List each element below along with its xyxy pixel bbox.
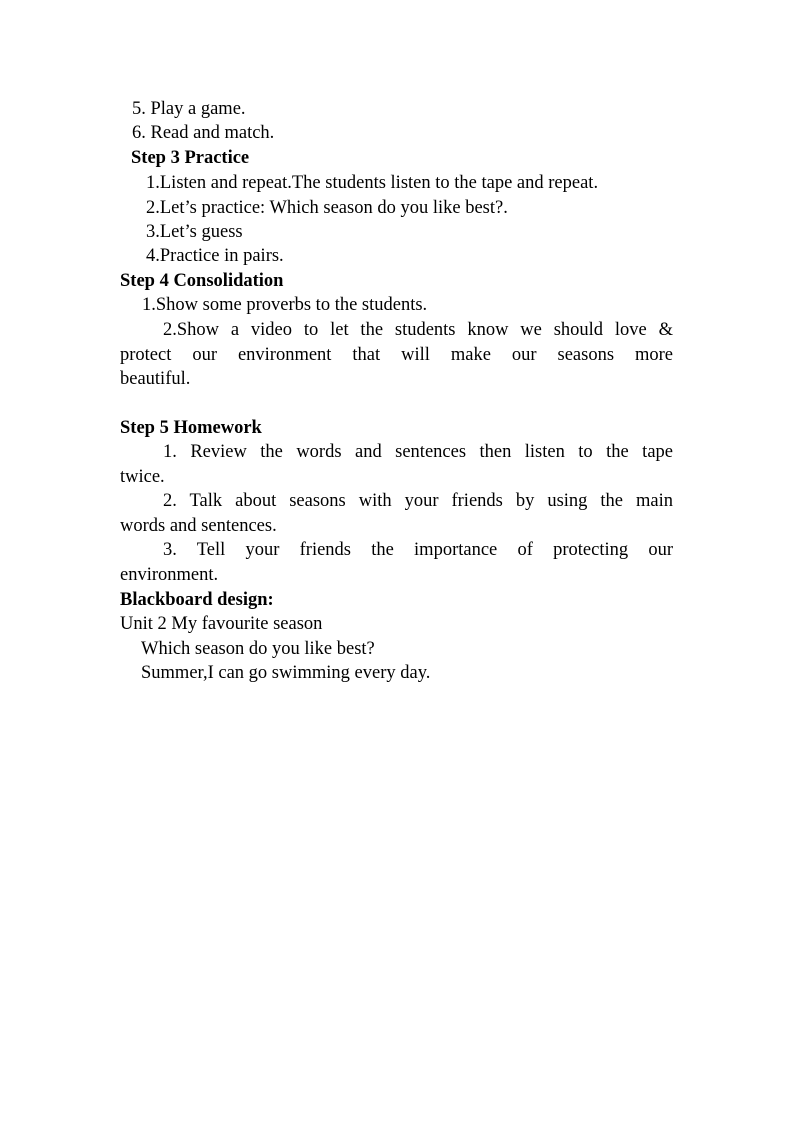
blackboard-question: Which season do you like best? [141,639,375,659]
blackboard-unit-title: Unit 2 My favourite season [120,614,323,634]
blackboard-answer: Summer,I can go swimming every day. [141,663,431,683]
homework-item-talk-line-2: words and sentences. [120,516,277,536]
consolidation-item-video-line-2: protect our environment that will make our seasons more [120,345,673,365]
homework-item-tell-line-1: 3. Tell your friends the importance of protecting our [163,540,673,560]
list-item-read-match: 6. Read and match. [132,123,275,143]
homework-item-review-line-2: twice. [120,467,165,487]
list-item-play-game: 5. Play a game. [132,99,246,119]
consolidation-item-video-line-3: beautiful. [120,369,191,389]
step-3-heading: Step 3 Practice [131,148,250,168]
step-4-heading: Step 4 Consolidation [120,271,284,291]
blackboard-design-heading: Blackboard design: [120,590,274,610]
homework-item-talk-line-1: 2. Talk about seasons with your friends by using the main [163,491,673,511]
step-5-heading: Step 5 Homework [120,418,262,438]
consolidation-item-proverbs: 1.Show some proverbs to the students. [142,295,428,315]
practice-item-lets-practice: 2.Let’s practice: Which season do you like best?. [146,198,508,218]
practice-item-lets-guess: 3.Let’s guess [146,222,243,242]
practice-item-pairs: 4.Practice in pairs. [146,246,284,266]
practice-item-listen-repeat: 1.Listen and repeat.The students listen to the tape and repeat. [146,173,599,193]
consolidation-item-video-line-1: 2.Show a video to let the students know we should love & [163,320,673,340]
homework-item-review-line-1: 1. Review the words and sentences then listen to the tape [163,442,673,462]
homework-item-tell-line-2: environment. [120,565,219,585]
